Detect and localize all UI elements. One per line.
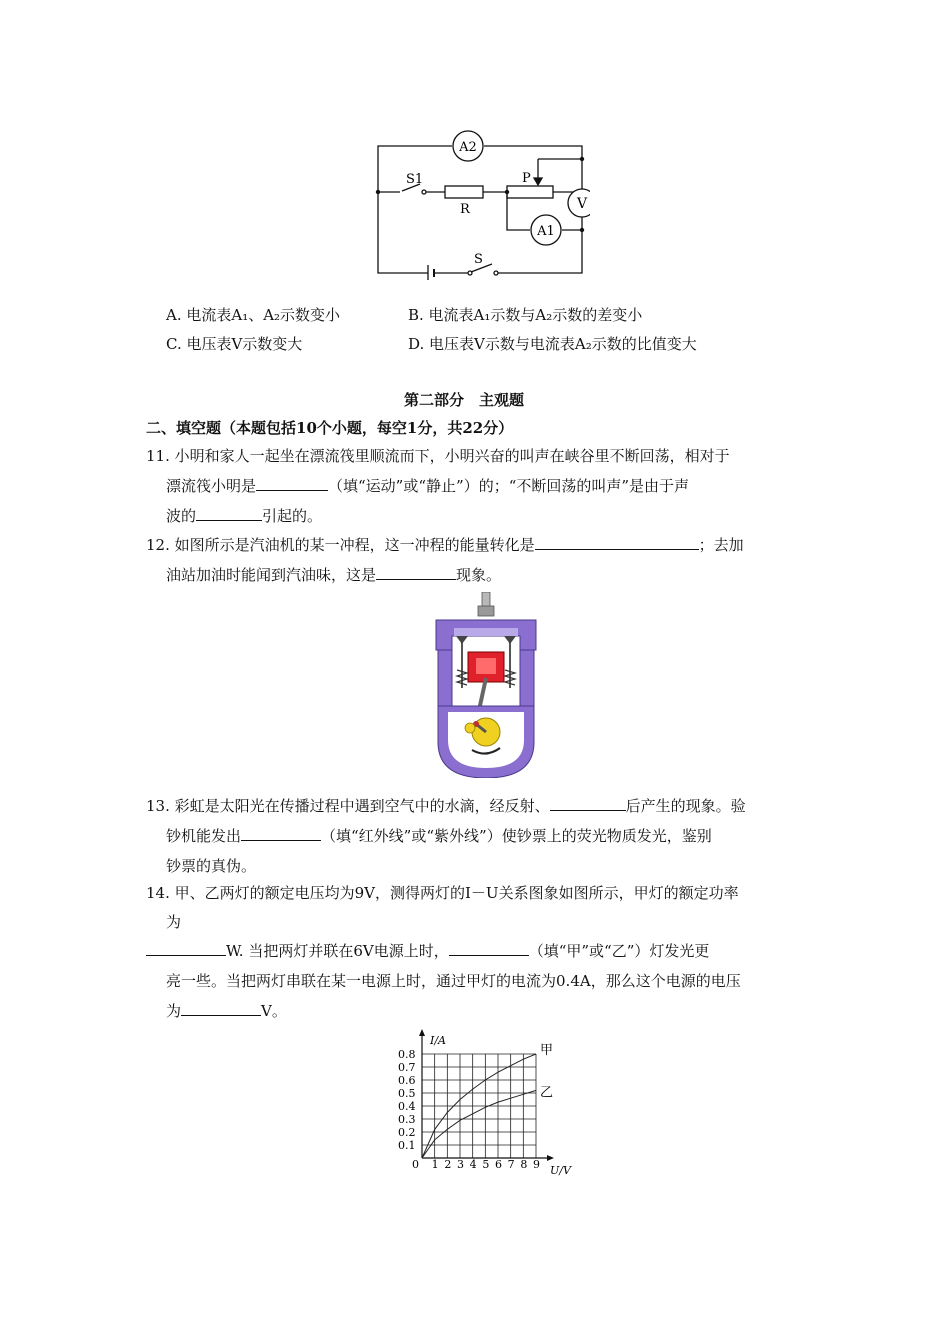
q11-blank-1[interactable] [256,476,328,491]
q11-line2: 漂流筏小明是 （填“运动”或“静止”）的；“不断回荡的叫声”是由于声 [166,477,690,495]
gasoline-engine-illustration [432,592,540,778]
y-tick-label: 0.3 [398,1113,416,1126]
q13-line3: 钞票的真伪。 [166,857,257,875]
ammeter-a1-label: A1 [537,224,555,239]
x-axis-arrow [547,1155,554,1161]
q14-line5: 为 V。 [166,1002,287,1020]
q13-blank-1[interactable] [550,796,626,811]
q12-blank-2[interactable] [376,565,456,580]
y-axis-label: I/A [430,1034,446,1047]
option-b: B. 电流表A₁示数与A₂示数的差变小 [408,306,643,324]
x-tick-label: 9 [533,1158,540,1171]
series-label-2: 乙 [540,1085,554,1101]
q11-line1: 11. 小明和家人一起坐在漂流筏里顺流而下，小明兴奋的叫声在峡谷里不断回荡，相对于 [146,447,730,465]
q14-line3: W. 当把两灯并联在6V电源上时， （填“甲”或“乙”）灯发光更 [146,941,709,961]
x-tick-label: 0 [412,1158,419,1171]
option-d: D. 电压表V示数与电流表A₂示数的比值变大 [408,335,697,353]
q12-line2: 油站加油时能闻到汽油味，这是 现象。 [166,566,502,584]
y-tick-label: 0.6 [398,1074,416,1087]
x-axis-label: U/V [550,1164,571,1177]
x-tick-label: 1 [431,1158,439,1171]
circuit-diagram [370,130,590,280]
q11-line3: 波的 引起的。 [166,507,323,525]
y-tick-label: 0.5 [398,1087,416,1100]
x-tick-label: 2 [444,1158,452,1171]
q14-line1: 14. 甲、乙两灯的额定电压均为9V，测得两灯的I－U关系图象如图所示，甲灯的额定功率 [146,884,739,902]
q12-line1: 12. 如图所示是汽油机的某一冲程，这一冲程的能量转化是 ；去加 [146,536,744,554]
x-tick-label: 6 [495,1158,502,1171]
section-heading: 二、填空题（本题包括10个小题，每空1分，共22分） [146,419,514,437]
x-tick-label: 5 [482,1158,490,1171]
x-tick-label: 7 [507,1158,515,1171]
x-tick-label: 8 [520,1158,528,1171]
x-tick-label: 3 [457,1158,464,1171]
q12-blank-1[interactable] [535,535,699,550]
q14-blank-1[interactable] [146,941,226,956]
slider-p-label: P [522,171,531,186]
part-heading: 第二部分 主观题 [404,391,525,409]
series-label-1: 甲 [540,1043,554,1058]
switch-s1-label: S1 [406,172,424,187]
q14-line2: 为 [166,913,182,931]
q13-line2: 钞机能发出 （填“红外线”或“紫外线”）使钞票上的荧光物质发光，鉴别 [166,827,712,845]
y-axis-arrow [419,1029,425,1036]
q13-blank-2[interactable] [241,826,321,841]
q14-blank-3[interactable] [181,1001,261,1016]
iu-chart [390,1026,590,1182]
y-tick-label: 0.1 [398,1139,416,1152]
q11-blank-2[interactable] [196,506,262,521]
y-tick-label: 0.8 [398,1048,416,1061]
option-c: C. 电压表V示数变大 [166,335,303,353]
y-tick-label: 0.4 [398,1100,416,1113]
x-tick-label: 4 [469,1158,477,1171]
q14-line4: 亮一些。当把两灯串联在某一电源上时，通过甲灯的电流为0.4A，那么这个电源的电压 [166,972,741,990]
q13-line1: 13. 彩虹是太阳光在传播过程中遇到空气中的水滴，经反射、 后产生的现象。验 [146,797,746,815]
y-tick-label: 0.2 [398,1126,416,1139]
voltmeter-label: V [576,196,588,212]
resistor-label: R [460,202,470,217]
y-tick-label: 0.7 [398,1061,416,1074]
q14-blank-2[interactable] [449,941,529,956]
option-a: A. 电流表A₁、A₂示数变小 [166,306,341,324]
switch-s-label: S [474,252,483,267]
ammeter-a2-label: A2 [459,140,477,155]
